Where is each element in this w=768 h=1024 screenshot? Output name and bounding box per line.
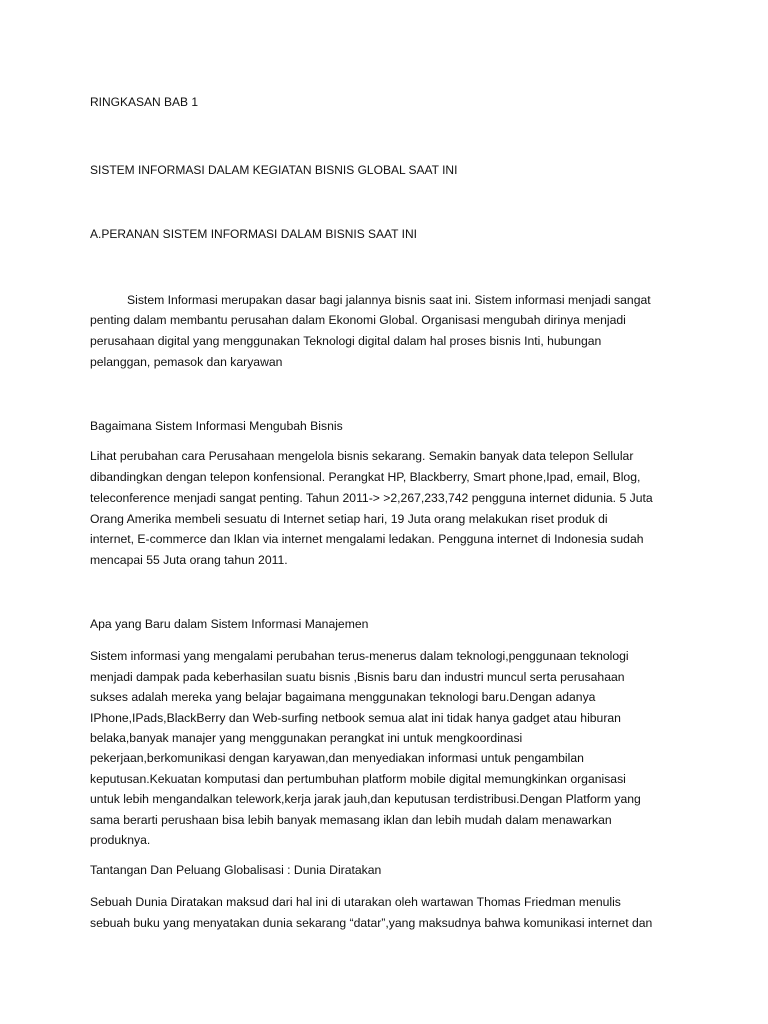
paragraph-line: produknya. [90,833,151,847]
paragraph-line: Sebuah Dunia Diratakan maksud dari hal ini di utarakan oleh wartawan Thomas Friedman menulis [90,895,621,909]
paragraph-line: Sistem Informasi merupakan dasar bagi jalannya bisnis saat ini. Sistem informasi menjadi sangat [127,293,651,307]
paragraph-line: belaka,banyak manajer yang menggunakan perangkat ini untuk mengkoordinasi [90,731,523,745]
paragraph-line: sama berarti perushaan bisa lebih banyak memasang iklan dan lebih mudah dalam menawarkan [90,813,612,827]
paragraph-line: Lihat perubahan cara Perusahaan mengelola bisnis sekarang. Semakin banyak data telepon Sellular [90,449,634,463]
paragraph-line: untuk lebih mengandalkan telework,kerja jarak jauh,dan keputusan terdistribusi.Dengan Platform yang [90,792,641,806]
paragraph-line: perusahaan digital yang menggunakan Teknologi digital dalam hal proses bisnis Inti, hubungan [90,334,602,348]
paragraph-line: teleconference menjadi sangat penting. Tahun 2011-> >2,267,233,742 pengguna internet didunia. 5 Juta [90,491,653,505]
subheading: Tantangan Dan Peluang Globalisasi : Dunia Diratakan [90,863,382,877]
paragraph-line: keputusan.Kekuatan komputasi dan pertumbuhan platform mobile digital memungkinkan organisasi [90,772,626,786]
document-title: RINGKASAN BAB 1 [90,95,199,109]
subheading: Bagaimana Sistem Informasi Mengubah Bisnis [90,419,343,433]
paragraph-line: menjadi dampak pada keberhasilan suatu bisnis ,Bisnis baru dan industri muncul serta perusahaan [90,670,625,684]
paragraph-line: dibandingkan dengan telepon konfensional. Perangkat HP, Blackberry, Smart phone,Ipad, email, Blog, [90,470,641,484]
paragraph-line: sukses adalah mereka yang belajar bagaimana menggunakan teknologi baru.Dengan adanya [90,690,596,704]
paragraph-line: Sistem informasi yang mengalami perubahan terus-menerus dalam teknologi,penggunaan teknologi [90,649,629,663]
chapter-heading: SISTEM INFORMASI DALAM KEGIATAN BISNIS GLOBAL SAAT INI [90,163,458,177]
paragraph-line: sebuah buku yang menyatakan dunia sekarang “datar”,yang maksudnya bahwa komunikasi internet dan [90,916,653,930]
paragraph-line: internet, E-commerce dan Iklan via internet mengalami ledakan. Pengguna internet di Indonesia sudah [90,532,644,546]
paragraph-line: Orang Amerika membeli sesuatu di Internet setiap hari, 19 Juta orang melakukan riset produk di [90,512,608,526]
paragraph-line: penting dalam membantu perusahan dalam Ekonomi Global. Organisasi mengubah dirinya menjadi [90,313,626,327]
paragraph-line: IPhone,IPads,BlackBerry dan Web-surfing netbook semua alat ini tidak hanya gadget atau hiburan [90,711,621,725]
paragraph-line: pelanggan, pemasok dan karyawan [90,355,283,369]
section-a-heading: A.PERANAN SISTEM INFORMASI DALAM BISNIS SAAT INI [90,227,417,241]
paragraph-line: pekerjaan,berkomunikasi dengan karyawan,dan menyediakan informasi untuk pengambilan [90,751,584,765]
paragraph-line: mencapai 55 Juta orang tahun 2011. [90,553,288,567]
subheading: Apa yang Baru dalam Sistem Informasi Manajemen [90,617,369,631]
